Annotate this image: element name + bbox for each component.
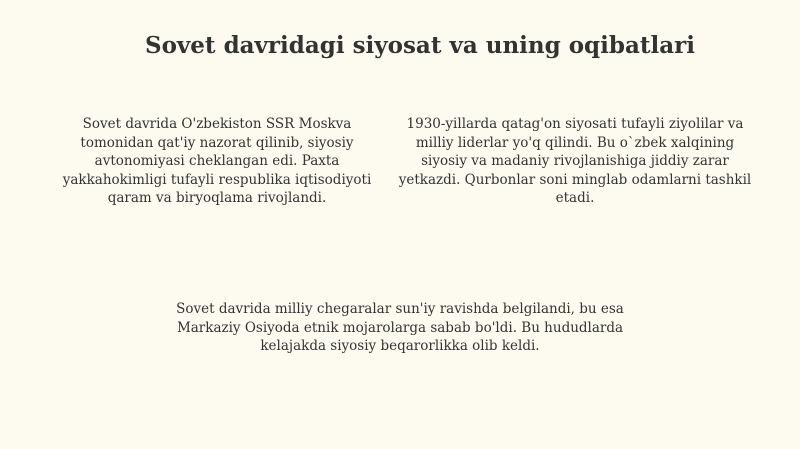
slide-title: Sovet davridagi siyosat va uning oqibatlari: [144, 32, 695, 59]
paragraph-repressions: 1930-yillarda qatag'on siyosati tufayli ziyolilar va milliy liderlar yo'q qilindi. Bu o`zbek xalqining siyosiy va madaniy rivojlanishiga jiddiy zarar yetkazdi. Qurbonlar soni minglab odamlarni tashkil etadi.: [398, 116, 752, 206]
paragraph-political-control: Sovet davrida O'zbekiston SSR Moskva tomonidan qat'iy nazorat qilinib, siyosiy avtonomiyasi cheklangan edi. Paxta yakkahokimligi tufayli respublika iqtisodiyoti qaram va biryoqlama rivojlandi.: [62, 116, 372, 206]
paragraph-national-borders: Sovet davrida milliy chegaralar sun'iy ravishda belgilandi, bu esa Markaziy Osiyoda etnik mojarolarga sabab bo'ldi. Bu hududlarda kelajakda siyosiy beqarorlikka olib keldi.: [176, 301, 624, 354]
